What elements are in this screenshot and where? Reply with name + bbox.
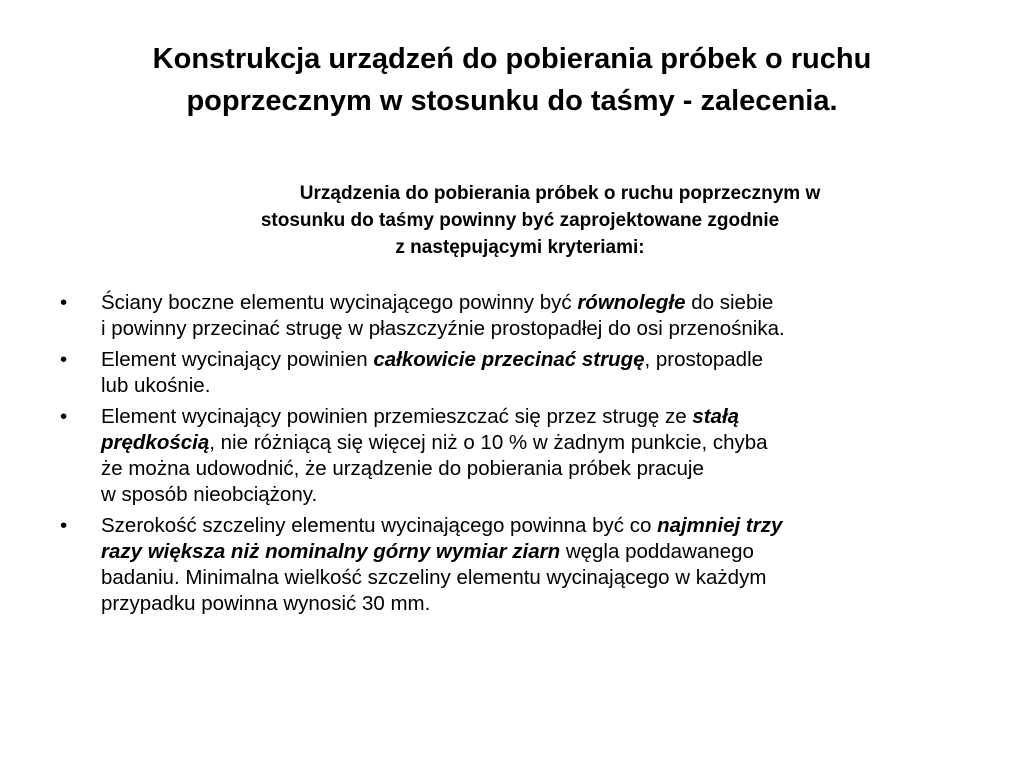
text-run: , nie różniącą się więcej niż o 10 % w żadnym punkcie, chyba <box>209 431 768 454</box>
text-run: węgla poddawanego <box>560 540 754 563</box>
item-line: w sposób nieobciążony. <box>101 483 318 506</box>
text-run: do siebie <box>685 291 774 314</box>
item-line <box>101 347 978 373</box>
bullet-icon: • <box>60 348 68 371</box>
emphasis-text: stałą <box>692 405 740 428</box>
slide-title <box>60 38 964 122</box>
title-line-2: poprzecznym w stosunku do taśmy - zalecenia. <box>186 85 838 117</box>
text-run: Szerokość szczeliny elementu wycinającego powinna być co <box>101 514 658 537</box>
item-line: przypadku powinna wynosić 30 mm. <box>101 592 431 615</box>
item-line <box>101 430 978 456</box>
list-item <box>58 404 978 508</box>
emphasis-text: prędkością <box>101 431 210 454</box>
intro-line-3: z następującymi kryteriami: <box>395 237 645 258</box>
item-line <box>101 539 978 565</box>
bullet-icon: • <box>60 291 68 314</box>
bullet-icon: • <box>60 514 68 537</box>
criteria-list <box>58 290 978 622</box>
list-item <box>58 290 978 342</box>
title-line-1: Konstrukcja urządzeń do pobierania próbek o ruchu <box>152 43 872 75</box>
emphasis-text: całkowicie przecinać strugę <box>373 348 645 371</box>
bullet-icon: • <box>60 405 68 428</box>
item-line <box>101 404 978 430</box>
text-run: , prostopadle <box>644 348 764 371</box>
item-line <box>101 290 978 316</box>
item-line: że można udowodnić, że urządzenie do pobierania próbek pracuje <box>101 457 704 480</box>
item-line: badaniu. Minimalna wielkość szczeliny elementu wycinającego w każdym <box>101 566 767 589</box>
list-item <box>58 347 978 399</box>
item-line <box>101 513 978 539</box>
intro-line-2: stosunku do taśmy powinny być zaprojektowane zgodnie <box>260 210 780 231</box>
intro-line-1: Urządzenia do pobierania próbek o ruchu poprzecznym w <box>299 183 821 204</box>
emphasis-text: razy większa niż nominalny górny wymiar ziarn <box>101 540 561 563</box>
text-run: Element wycinający powinien <box>101 348 374 371</box>
item-line: lub ukośnie. <box>101 374 211 397</box>
intro-paragraph <box>150 180 890 261</box>
text-run: Element wycinający powinien przemieszczać się przez strugę ze <box>101 405 693 428</box>
emphasis-text: najmniej trzy <box>657 514 783 537</box>
item-line: i powinny przecinać strugę w płaszczyźnie prostopadłej do osi przenośnika. <box>101 317 785 340</box>
list-item <box>58 513 978 617</box>
emphasis-text: równoległe <box>577 291 686 314</box>
text-run: Ściany boczne elementu wycinającego powinny być <box>101 291 578 314</box>
